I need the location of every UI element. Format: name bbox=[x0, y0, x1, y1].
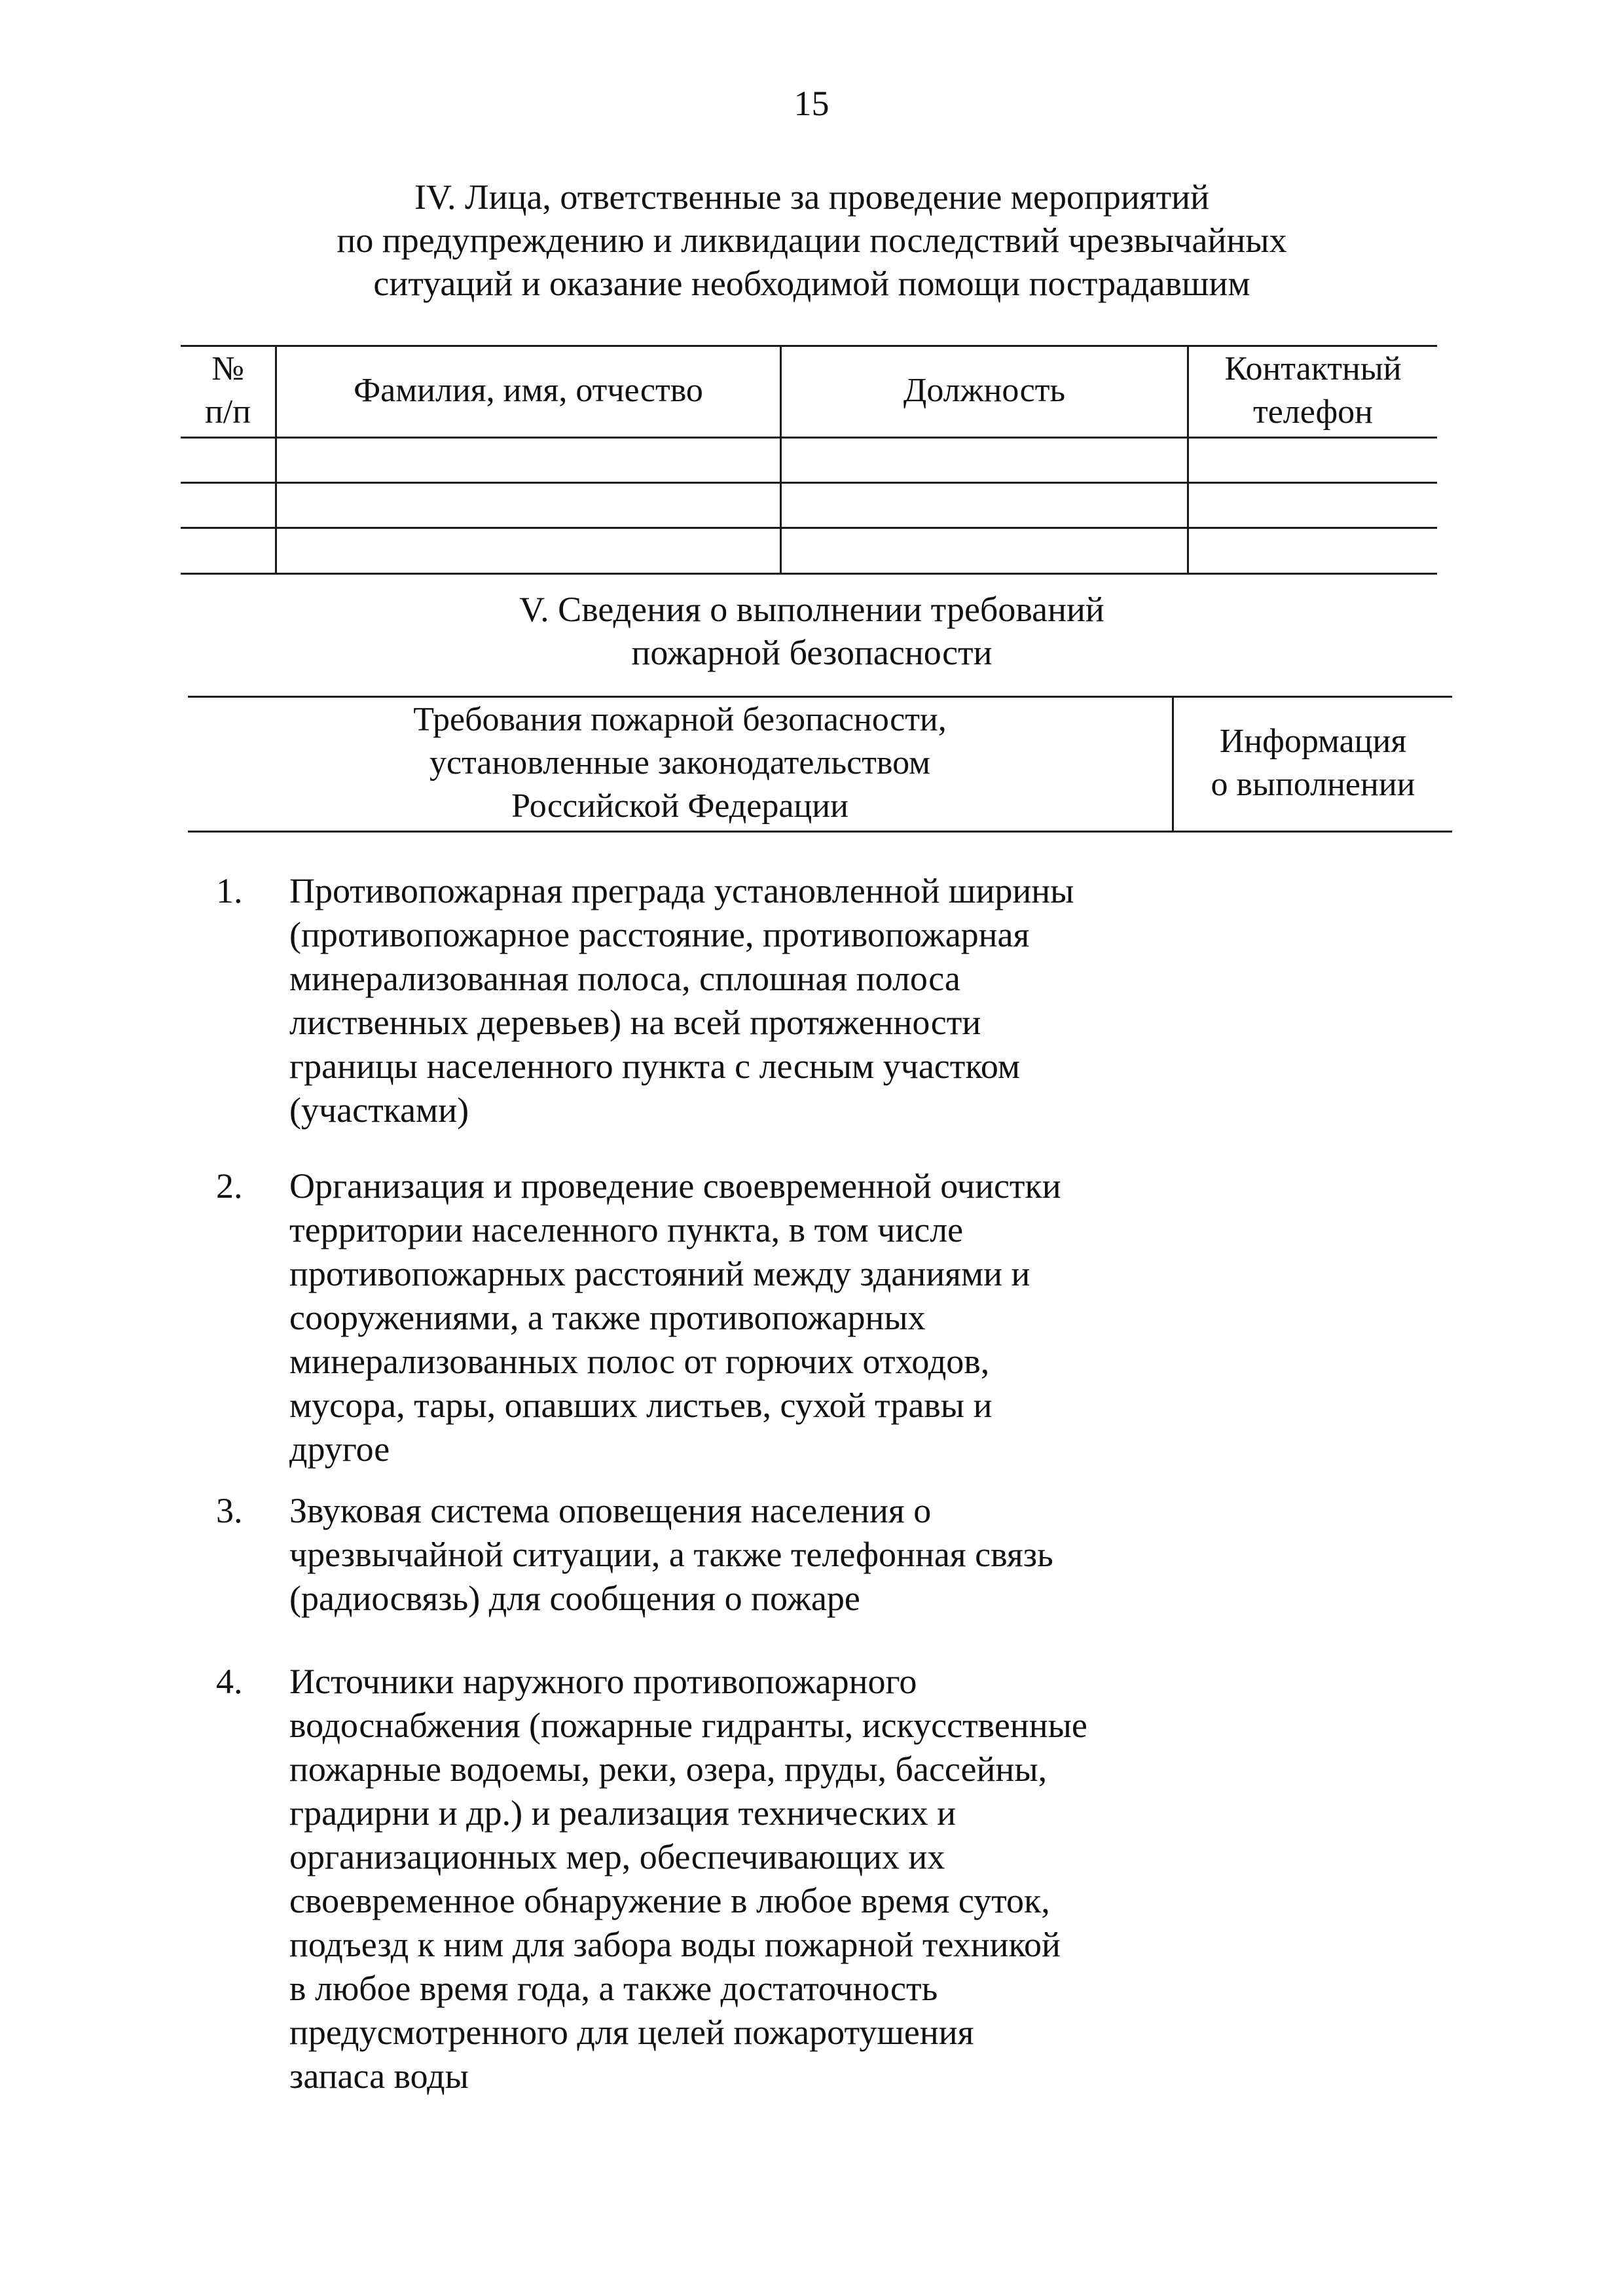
list-item-line: водоснабжения (пожарные гидранты, искусственные bbox=[289, 1706, 1087, 1745]
table-rule bbox=[181, 573, 1437, 575]
list-item-line: градирни и др.) и реализация технических и bbox=[289, 1793, 957, 1833]
section-iv-title-line: IV. Лица, ответственные за проведение мероприятий bbox=[414, 177, 1209, 217]
column-header-line: Российской Федерации bbox=[511, 787, 848, 825]
section-iv-title-line: по предупреждению и ликвидации последствий чрезвычайных bbox=[337, 221, 1287, 260]
section-iv-title-line: ситуаций и оказание необходимой помощи пострадавшим bbox=[373, 264, 1250, 303]
column-header-line: п/п bbox=[204, 393, 251, 431]
list-item-line: минерализованных полос от горючих отходов, bbox=[289, 1342, 990, 1381]
list-item-line: территории населенного пункта, в том числе bbox=[289, 1210, 964, 1249]
list-item-number: 2. bbox=[216, 1166, 243, 1206]
list-item-line: мусора, тары, опавших листьев, сухой травы и bbox=[289, 1386, 993, 1425]
requirements-column-header bbox=[188, 696, 1172, 831]
column-header-line: Требования пожарной безопасности, bbox=[413, 701, 947, 738]
list-item-text bbox=[289, 869, 1232, 1132]
column-header-line: № bbox=[211, 350, 244, 387]
table-rule bbox=[188, 831, 1452, 833]
column-header-line: Контактный bbox=[1224, 350, 1402, 387]
list-item-line: лиственных деревьев) на всей протяженности bbox=[289, 1003, 981, 1042]
list-item-line: организационных мер, обеспечивающих их bbox=[289, 1837, 945, 1876]
column-header-line: Должность bbox=[903, 372, 1066, 409]
list-item-line: Организация и проведение своевременной очистки bbox=[289, 1166, 1061, 1206]
section-iv-title bbox=[183, 175, 1440, 305]
table-row[interactable] bbox=[181, 484, 1437, 527]
table-row[interactable] bbox=[181, 439, 1437, 482]
page-number: 15 bbox=[793, 84, 830, 123]
section-v-title-line: V. Сведения о выполнении требований bbox=[519, 590, 1104, 629]
table-row[interactable] bbox=[181, 529, 1437, 573]
list-item-line: (противопожарное расстояние, противопожарная bbox=[289, 915, 1030, 954]
responsible-persons-table bbox=[181, 345, 1437, 573]
list-item-line: Противопожарная преграда установленной ширины bbox=[289, 871, 1074, 910]
list-item-line: в любое время года, а также достаточность bbox=[289, 1969, 938, 2008]
fulfillment-info-column-header bbox=[1174, 696, 1452, 831]
fire-safety-requirements-header bbox=[188, 696, 1452, 833]
list-item-line: минерализованная полоса, сплошная полоса bbox=[289, 959, 960, 998]
list-item-number: 3. bbox=[216, 1491, 243, 1530]
list-item-line: запаса воды bbox=[289, 2056, 469, 2096]
list-item-text bbox=[289, 1489, 1232, 1621]
list-item-line: предусмотренного для целей пожаротушения bbox=[289, 2013, 974, 2052]
list-item-line: (участками) bbox=[289, 1090, 469, 1130]
list-item-text bbox=[289, 1164, 1232, 1471]
list-item-line: подъезд к ним для забора воды пожарной техникой bbox=[289, 1925, 1061, 1964]
list-item-text bbox=[289, 1660, 1232, 2098]
column-header-position bbox=[782, 345, 1187, 437]
column-header-line: установленные законодательством bbox=[429, 744, 931, 781]
list-item-line: границы населенного пункта с лесным участком bbox=[289, 1047, 1020, 1086]
list-item-line: Звуковая система оповещения населения о bbox=[289, 1491, 932, 1530]
column-header-line: телефон bbox=[1253, 393, 1373, 431]
list-item-line: (радиосвязь) для сообщения о пожаре bbox=[289, 1579, 860, 1618]
list-item-line: чрезвычайной ситуации, а также телефонная связь bbox=[289, 1535, 1053, 1574]
column-header-line: о выполнении bbox=[1211, 766, 1415, 803]
list-item-number: 4. bbox=[216, 1662, 243, 1701]
column-header-phone bbox=[1189, 345, 1437, 437]
section-v-title bbox=[183, 588, 1440, 674]
list-item-line: пожарные водоемы, реки, озера, пруды, бассейны, bbox=[289, 1749, 1048, 1789]
list-item-line: противопожарных расстояний между зданиями и bbox=[289, 1254, 1030, 1293]
column-header-line: Фамилия, имя, отчество bbox=[354, 372, 703, 409]
column-header-number bbox=[181, 345, 275, 437]
list-item-number: 1. bbox=[216, 871, 243, 910]
list-item-line: своевременное обнаружение в любое время суток, bbox=[289, 1881, 1050, 1920]
column-header-full-name bbox=[277, 345, 780, 437]
list-item-line: другое bbox=[289, 1429, 390, 1469]
column-header-line: Информация bbox=[1219, 723, 1407, 760]
section-v-title-line: пожарной безопасности bbox=[631, 633, 993, 672]
list-item-line: сооружениями, а также противопожарных bbox=[289, 1298, 926, 1337]
list-item-line: Источники наружного противопожарного bbox=[289, 1662, 917, 1701]
